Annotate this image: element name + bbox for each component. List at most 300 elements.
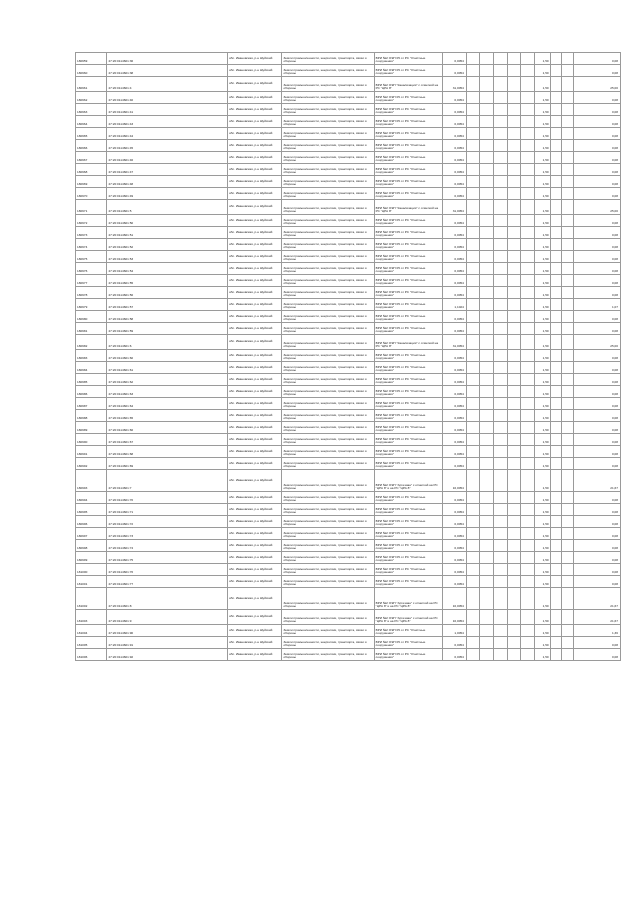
empty-cell	[521, 176, 535, 188]
table-row	[76, 398, 621, 410]
land-category-cell: Земли промышленности, энергетики, транспорта, связи и обороны	[282, 610, 374, 625]
empty-cell	[494, 528, 508, 540]
empty-cell	[562, 116, 574, 128]
tax-rate-cell: 1,50	[534, 215, 550, 227]
empty-cell	[550, 239, 562, 251]
empty-cell	[507, 140, 521, 152]
empty-cell	[521, 128, 535, 140]
empty-cell	[507, 164, 521, 176]
tax-rate-cell: 1,50	[534, 552, 550, 564]
tax-amount-cell: 0,08	[573, 311, 620, 323]
tax-rate-cell: 1,50	[534, 176, 550, 188]
empty-cell	[550, 299, 562, 311]
empty-cell	[550, 215, 562, 227]
empty-cell	[466, 323, 480, 335]
land-category-cell: Земли промышленности, энергетики, транспорта, связи и обороны	[282, 528, 374, 540]
tax-rate-cell: 1,50	[534, 374, 550, 386]
empty-cell	[550, 398, 562, 410]
empty-cell	[521, 215, 535, 227]
empty-cell	[562, 239, 574, 251]
record-id-cell: 180988	[76, 410, 107, 422]
table-row	[76, 434, 621, 446]
record-id-cell: 180999	[76, 552, 107, 564]
empty-cell	[550, 625, 562, 637]
empty-cell	[480, 251, 494, 263]
cadastral-number-cell: 27:20:0114601:63	[107, 386, 228, 398]
record-id-cell: 180983	[76, 350, 107, 362]
tax-amount-cell: 0,08	[573, 152, 620, 164]
empty-cell	[562, 458, 574, 470]
empty-cell	[494, 458, 508, 470]
area-cell: 0,0054	[442, 492, 466, 504]
address-cell: обл. Ивановская, р-н Шуйский	[227, 625, 281, 637]
tax-rate-cell: 1,50	[534, 398, 550, 410]
tax-rate-cell: 1,50	[534, 422, 550, 434]
cadastral-number-cell: 27:20:0114601:69	[107, 458, 228, 470]
empty-cell	[507, 637, 521, 649]
area-cell: 0,0054	[442, 323, 466, 335]
empty-cell	[480, 398, 494, 410]
empty-cell	[494, 552, 508, 564]
empty-cell	[562, 335, 574, 350]
empty-cell	[562, 610, 574, 625]
empty-cell	[466, 77, 480, 92]
permitted-use-cell: ВРИ №2 ОЭН 05 от РС "Очистные сооружения"	[374, 299, 442, 311]
area-cell: 0,0054	[442, 164, 466, 176]
empty-cell	[562, 350, 574, 362]
tax-rate-cell: 1,50	[534, 275, 550, 287]
land-category-cell: Земли промышленности, энергетики, транспорта, связи и обороны	[282, 188, 374, 200]
permitted-use-cell: ВРИ №2 ОЭН 05 от РС "Очистные сооружения"	[374, 374, 442, 386]
empty-cell	[507, 65, 521, 77]
cadastral-number-cell: 27:20:0114601:58	[107, 311, 228, 323]
empty-cell	[550, 176, 562, 188]
cadastral-number-cell: 27:20:0114601:57	[107, 299, 228, 311]
tax-amount-cell: 1,07	[573, 299, 620, 311]
empty-cell	[494, 576, 508, 588]
cadastral-number-cell: 27:20:0114601:43	[107, 116, 228, 128]
empty-cell	[550, 422, 562, 434]
tax-rate-cell: 1,50	[534, 564, 550, 576]
table-row	[76, 275, 621, 287]
area-cell: 0,0054	[442, 65, 466, 77]
tax-amount-cell: 0,08	[573, 176, 620, 188]
empty-cell	[480, 552, 494, 564]
address-cell: обл. Ивановская, р-н Шуйский	[227, 251, 281, 263]
empty-cell	[480, 227, 494, 239]
tax-amount-cell: 0,08	[573, 188, 620, 200]
empty-cell	[494, 446, 508, 458]
empty-cell	[521, 77, 535, 92]
record-id-cell: 180990	[76, 434, 107, 446]
empty-cell	[494, 362, 508, 374]
table-row	[76, 287, 621, 299]
empty-cell	[562, 65, 574, 77]
table-row	[76, 564, 621, 576]
empty-cell	[550, 434, 562, 446]
address-cell: обл. Ивановская, р-н Шуйский	[227, 299, 281, 311]
cadastral-number-cell: 27:20:0114601:92	[107, 649, 228, 661]
permitted-use-cell: ВРИ №2 ОЭН 05 от РС "Очистные сооружения"	[374, 92, 442, 104]
empty-cell	[507, 104, 521, 116]
empty-cell	[494, 77, 508, 92]
tax-rate-cell: 1,50	[534, 287, 550, 299]
table-row	[76, 239, 621, 251]
empty-cell	[494, 422, 508, 434]
empty-cell	[507, 53, 521, 65]
area-cell: 16,0054	[442, 588, 466, 610]
address-cell: обл. Ивановская, р-н Шуйский	[227, 504, 281, 516]
table-row	[76, 504, 621, 516]
empty-cell	[550, 386, 562, 398]
empty-cell	[550, 140, 562, 152]
record-id-cell: 180967	[76, 152, 107, 164]
tax-amount-cell: 0,08	[573, 458, 620, 470]
empty-cell	[550, 564, 562, 576]
empty-cell	[494, 116, 508, 128]
empty-cell	[550, 104, 562, 116]
cadastral-number-cell: 27:20:0114601:61	[107, 362, 228, 374]
land-category-cell: Земли промышленности, энергетики, транспорта, связи и обороны	[282, 625, 374, 637]
tax-rate-cell: 1,50	[534, 362, 550, 374]
land-category-cell: Земли промышленности, энергетики, транспорта, связи и обороны	[282, 458, 374, 470]
cadastral-number-cell: 27:20:0114601:65	[107, 410, 228, 422]
empty-cell	[550, 53, 562, 65]
empty-cell	[521, 446, 535, 458]
empty-cell	[562, 552, 574, 564]
document-sheet	[75, 52, 621, 661]
land-category-cell: Земли промышленности, энергетики, транспорта, связи и обороны	[282, 116, 374, 128]
empty-cell	[562, 398, 574, 410]
address-cell: обл. Ивановская, р-н Шуйский	[227, 410, 281, 422]
land-category-cell: Земли промышленности, энергетики, транспорта, связи и обороны	[282, 164, 374, 176]
table-row	[76, 227, 621, 239]
table-row	[76, 470, 621, 492]
area-cell: 0,0054	[442, 275, 466, 287]
tax-rate-cell: 1,50	[534, 116, 550, 128]
record-id-cell: 181000	[76, 564, 107, 576]
empty-cell	[466, 564, 480, 576]
empty-cell	[466, 227, 480, 239]
land-category-cell: Земли промышленности, энергетики, транспорта, связи и обороны	[282, 215, 374, 227]
area-cell: 0,0054	[442, 227, 466, 239]
empty-cell	[480, 77, 494, 92]
area-cell: 16,0054	[442, 610, 466, 625]
empty-cell	[507, 251, 521, 263]
empty-cell	[466, 251, 480, 263]
empty-cell	[466, 588, 480, 610]
empty-cell	[507, 649, 521, 661]
empty-cell	[550, 350, 562, 362]
table-row	[76, 152, 621, 164]
empty-cell	[562, 516, 574, 528]
area-cell: 0,0054	[442, 350, 466, 362]
area-cell: 1,1024	[442, 299, 466, 311]
tax-rate-cell: 1,50	[534, 239, 550, 251]
cadastral-number-cell: 27:20:0114601:5	[107, 200, 228, 215]
empty-cell	[507, 516, 521, 528]
empty-cell	[466, 552, 480, 564]
empty-cell	[507, 335, 521, 350]
cadastral-number-cell: 27:20:0114601:66	[107, 422, 228, 434]
empty-cell	[466, 625, 480, 637]
empty-cell	[521, 458, 535, 470]
table-row	[76, 516, 621, 528]
empty-cell	[507, 446, 521, 458]
tax-amount-cell: 21,67	[573, 588, 620, 610]
empty-cell	[494, 649, 508, 661]
empty-cell	[466, 239, 480, 251]
empty-cell	[562, 528, 574, 540]
address-cell: обл. Ивановская, р-н Шуйский	[227, 434, 281, 446]
permitted-use-cell: ВРИ №2 ОЭН 05 от РС "Очистные сооружения"	[374, 263, 442, 275]
empty-cell	[480, 362, 494, 374]
empty-cell	[494, 287, 508, 299]
tax-amount-cell: 0,08	[573, 637, 620, 649]
empty-cell	[521, 504, 535, 516]
empty-cell	[494, 275, 508, 287]
address-cell: обл. Ивановская, р-н Шуйский	[227, 516, 281, 528]
empty-cell	[507, 350, 521, 362]
empty-cell	[521, 323, 535, 335]
address-cell: обл. Ивановская, р-н Шуйский	[227, 398, 281, 410]
tax-amount-cell: 0,08	[573, 528, 620, 540]
address-cell: обл. Ивановская, р-н Шуйский	[227, 422, 281, 434]
tax-rate-cell: 1,50	[534, 263, 550, 275]
address-cell: обл. Ивановская, р-н Шуйский	[227, 239, 281, 251]
tax-rate-cell: 1,50	[534, 152, 550, 164]
empty-cell	[494, 176, 508, 188]
empty-cell	[494, 311, 508, 323]
empty-cell	[480, 434, 494, 446]
tax-amount-cell: 0,08	[573, 104, 620, 116]
empty-cell	[494, 239, 508, 251]
empty-cell	[550, 362, 562, 374]
land-category-cell: Земли промышленности, энергетики, транспорта, связи и обороны	[282, 386, 374, 398]
cadastral-number-cell: 27:20:0114601:77	[107, 576, 228, 588]
area-cell: 0,0054	[442, 362, 466, 374]
table-row	[76, 323, 621, 335]
cadastral-number-cell: 27:20:0114601:64	[107, 398, 228, 410]
area-cell: 0,0054	[442, 552, 466, 564]
tax-amount-cell: 0,08	[573, 552, 620, 564]
empty-cell	[480, 492, 494, 504]
record-id-cell: 180963	[76, 104, 107, 116]
empty-cell	[562, 311, 574, 323]
area-cell: 0,0054	[442, 422, 466, 434]
record-id-cell: 180994	[76, 492, 107, 504]
empty-cell	[466, 576, 480, 588]
permitted-use-cell: ВРИ №2 ОЭН 05 от РС "Очистные сооружения"	[374, 239, 442, 251]
empty-cell	[507, 552, 521, 564]
empty-cell	[466, 470, 480, 492]
empty-cell	[521, 287, 535, 299]
permitted-use-cell: ВРИ №2 ОЭН 05 от РС "Очистные сооружения"	[374, 140, 442, 152]
tax-rate-cell: 1,50	[534, 504, 550, 516]
empty-cell	[466, 176, 480, 188]
land-category-cell: Земли промышленности, энергетики, транспорта, связи и обороны	[282, 92, 374, 104]
table-row	[76, 188, 621, 200]
permitted-use-cell: ВРИ №2 ОЭН 05 от РС "Очистные сооружения"	[374, 434, 442, 446]
empty-cell	[466, 215, 480, 227]
empty-cell	[480, 446, 494, 458]
empty-cell	[494, 263, 508, 275]
empty-cell	[480, 458, 494, 470]
tax-amount-cell: 0,08	[573, 516, 620, 528]
cadastral-number-cell: 27:20:0114601:40	[107, 92, 228, 104]
area-cell: 0,0054	[442, 140, 466, 152]
tax-amount-cell: 25,00	[573, 77, 620, 92]
record-id-cell: 181002	[76, 588, 107, 610]
tax-rate-cell: 1,50	[534, 446, 550, 458]
empty-cell	[562, 128, 574, 140]
empty-cell	[521, 239, 535, 251]
table-row	[76, 610, 621, 625]
address-cell: обл. Ивановская, р-н Шуйский	[227, 104, 281, 116]
empty-cell	[562, 104, 574, 116]
empty-cell	[480, 188, 494, 200]
area-cell: 16,0054	[442, 470, 466, 492]
table-row	[76, 422, 621, 434]
empty-cell	[494, 323, 508, 335]
cadastral-number-cell: 27:20:0114601:48	[107, 176, 228, 188]
empty-cell	[507, 540, 521, 552]
empty-cell	[466, 335, 480, 350]
permitted-use-cell: ВРИ №2 ОЭН 05 от РС "Очистные сооружения"	[374, 386, 442, 398]
empty-cell	[466, 398, 480, 410]
empty-cell	[521, 492, 535, 504]
land-category-cell: Земли промышленности, энергетики, транспорта, связи и обороны	[282, 200, 374, 215]
address-cell: обл. Ивановская, р-н Шуйский	[227, 128, 281, 140]
land-category-cell: Земли промышленности, энергетики, транспорта, связи и обороны	[282, 311, 374, 323]
table-row	[76, 350, 621, 362]
permitted-use-cell: ВРИ №2 ОЭН 05 от РС "Очистные сооружения"	[374, 176, 442, 188]
empty-cell	[550, 528, 562, 540]
tax-rate-cell: 1,50	[534, 311, 550, 323]
address-cell: обл. Ивановская, р-н Шуйский	[227, 77, 281, 92]
empty-cell	[480, 263, 494, 275]
empty-cell	[550, 637, 562, 649]
permitted-use-cell: ВРИ №2 ОЭН 05 от РС "Очистные сооружения"	[374, 128, 442, 140]
empty-cell	[480, 350, 494, 362]
empty-cell	[507, 299, 521, 311]
empty-cell	[494, 386, 508, 398]
address-cell: обл. Ивановская, р-н Шуйский	[227, 576, 281, 588]
land-category-cell: Земли промышленности, энергетики, транспорта, связи и обороны	[282, 552, 374, 564]
empty-cell	[507, 311, 521, 323]
empty-cell	[550, 152, 562, 164]
tax-amount-cell: 0,08	[573, 116, 620, 128]
cadastral-number-cell: 27:20:0114601:51	[107, 227, 228, 239]
table-row	[76, 176, 621, 188]
record-id-cell: 180989	[76, 422, 107, 434]
empty-cell	[494, 374, 508, 386]
empty-cell	[550, 374, 562, 386]
permitted-use-cell: ВРИ №2 ОЭН "Канализация" с отметкой на РС "ЦРА 8"	[374, 77, 442, 92]
empty-cell	[562, 422, 574, 434]
empty-cell	[562, 434, 574, 446]
empty-cell	[521, 576, 535, 588]
table-row	[76, 335, 621, 350]
empty-cell	[550, 588, 562, 610]
tax-amount-cell: 0,08	[573, 398, 620, 410]
land-category-cell: Земли промышленности, энергетики, транспорта, связи и обороны	[282, 492, 374, 504]
permitted-use-cell: ВРИ №2 ОЭН 05 от РС "Очистные сооружения"	[374, 422, 442, 434]
cadastral-number-cell: 27:20:0114601:75	[107, 552, 228, 564]
permitted-use-cell: ВРИ №2 ОЭН 05 от РС "Очистные сооружения"	[374, 65, 442, 77]
tax-rate-cell: 1,50	[534, 649, 550, 661]
land-category-cell: Земли промышленности, энергетики, транспорта, связи и обороны	[282, 470, 374, 492]
permitted-use-cell: ВРИ №2 ОЭН "Канализация" с отметкой на РС "ЦРА 8"	[374, 200, 442, 215]
empty-cell	[550, 516, 562, 528]
empty-cell	[550, 227, 562, 239]
address-cell: обл. Ивановская, р-н Шуйский	[227, 386, 281, 398]
empty-cell	[466, 504, 480, 516]
empty-cell	[562, 564, 574, 576]
tax-rate-cell: 1,50	[534, 77, 550, 92]
address-cell: обл. Ивановская, р-н Шуйский	[227, 176, 281, 188]
empty-cell	[494, 540, 508, 552]
tax-amount-cell: 0,08	[573, 564, 620, 576]
area-cell: 0,0054	[442, 458, 466, 470]
empty-cell	[507, 422, 521, 434]
empty-cell	[507, 410, 521, 422]
empty-cell	[562, 188, 574, 200]
address-cell: обл. Ивановская, р-н Шуйский	[227, 116, 281, 128]
area-cell: 0,0054	[442, 287, 466, 299]
empty-cell	[494, 610, 508, 625]
record-id-cell: 180981	[76, 323, 107, 335]
permitted-use-cell: ВРИ №2 ОЭН 05 от РС "Очистные сооружения"	[374, 215, 442, 227]
empty-cell	[480, 176, 494, 188]
record-id-cell: 181003	[76, 610, 107, 625]
empty-cell	[480, 374, 494, 386]
empty-cell	[480, 528, 494, 540]
tax-amount-cell: 0,08	[573, 239, 620, 251]
table-row	[76, 528, 621, 540]
table-row	[76, 92, 621, 104]
permitted-use-cell: ВРИ №2 ОЭН 05 от РС "Очистные сооружения"	[374, 275, 442, 287]
empty-cell	[521, 200, 535, 215]
cadastral-number-cell: 27:20:0114601:8	[107, 588, 228, 610]
address-cell: обл. Ивановская, р-н Шуйский	[227, 350, 281, 362]
address-cell: обл. Ивановская, р-н Шуйский	[227, 362, 281, 374]
empty-cell	[480, 200, 494, 215]
empty-cell	[466, 528, 480, 540]
area-cell: 0,0054	[442, 516, 466, 528]
tax-amount-cell: 0,08	[573, 263, 620, 275]
empty-cell	[466, 164, 480, 176]
empty-cell	[507, 398, 521, 410]
cadastral-number-cell: 27:20:0114601:7	[107, 470, 228, 492]
cadastral-number-cell: 27:20:0114601:54	[107, 263, 228, 275]
permitted-use-cell: ВРИ №2 ОЭН 05 от РС "Очистные сооружения"	[374, 227, 442, 239]
empty-cell	[480, 164, 494, 176]
empty-cell	[466, 65, 480, 77]
table-row	[76, 311, 621, 323]
empty-cell	[507, 528, 521, 540]
table-row	[76, 128, 621, 140]
empty-cell	[562, 53, 574, 65]
cadastral-number-cell: 27:20:0114601:70	[107, 492, 228, 504]
empty-cell	[507, 458, 521, 470]
empty-cell	[466, 116, 480, 128]
area-cell: 0,0054	[442, 576, 466, 588]
empty-cell	[507, 275, 521, 287]
record-id-cell: 180995	[76, 504, 107, 516]
empty-cell	[562, 275, 574, 287]
empty-cell	[466, 275, 480, 287]
